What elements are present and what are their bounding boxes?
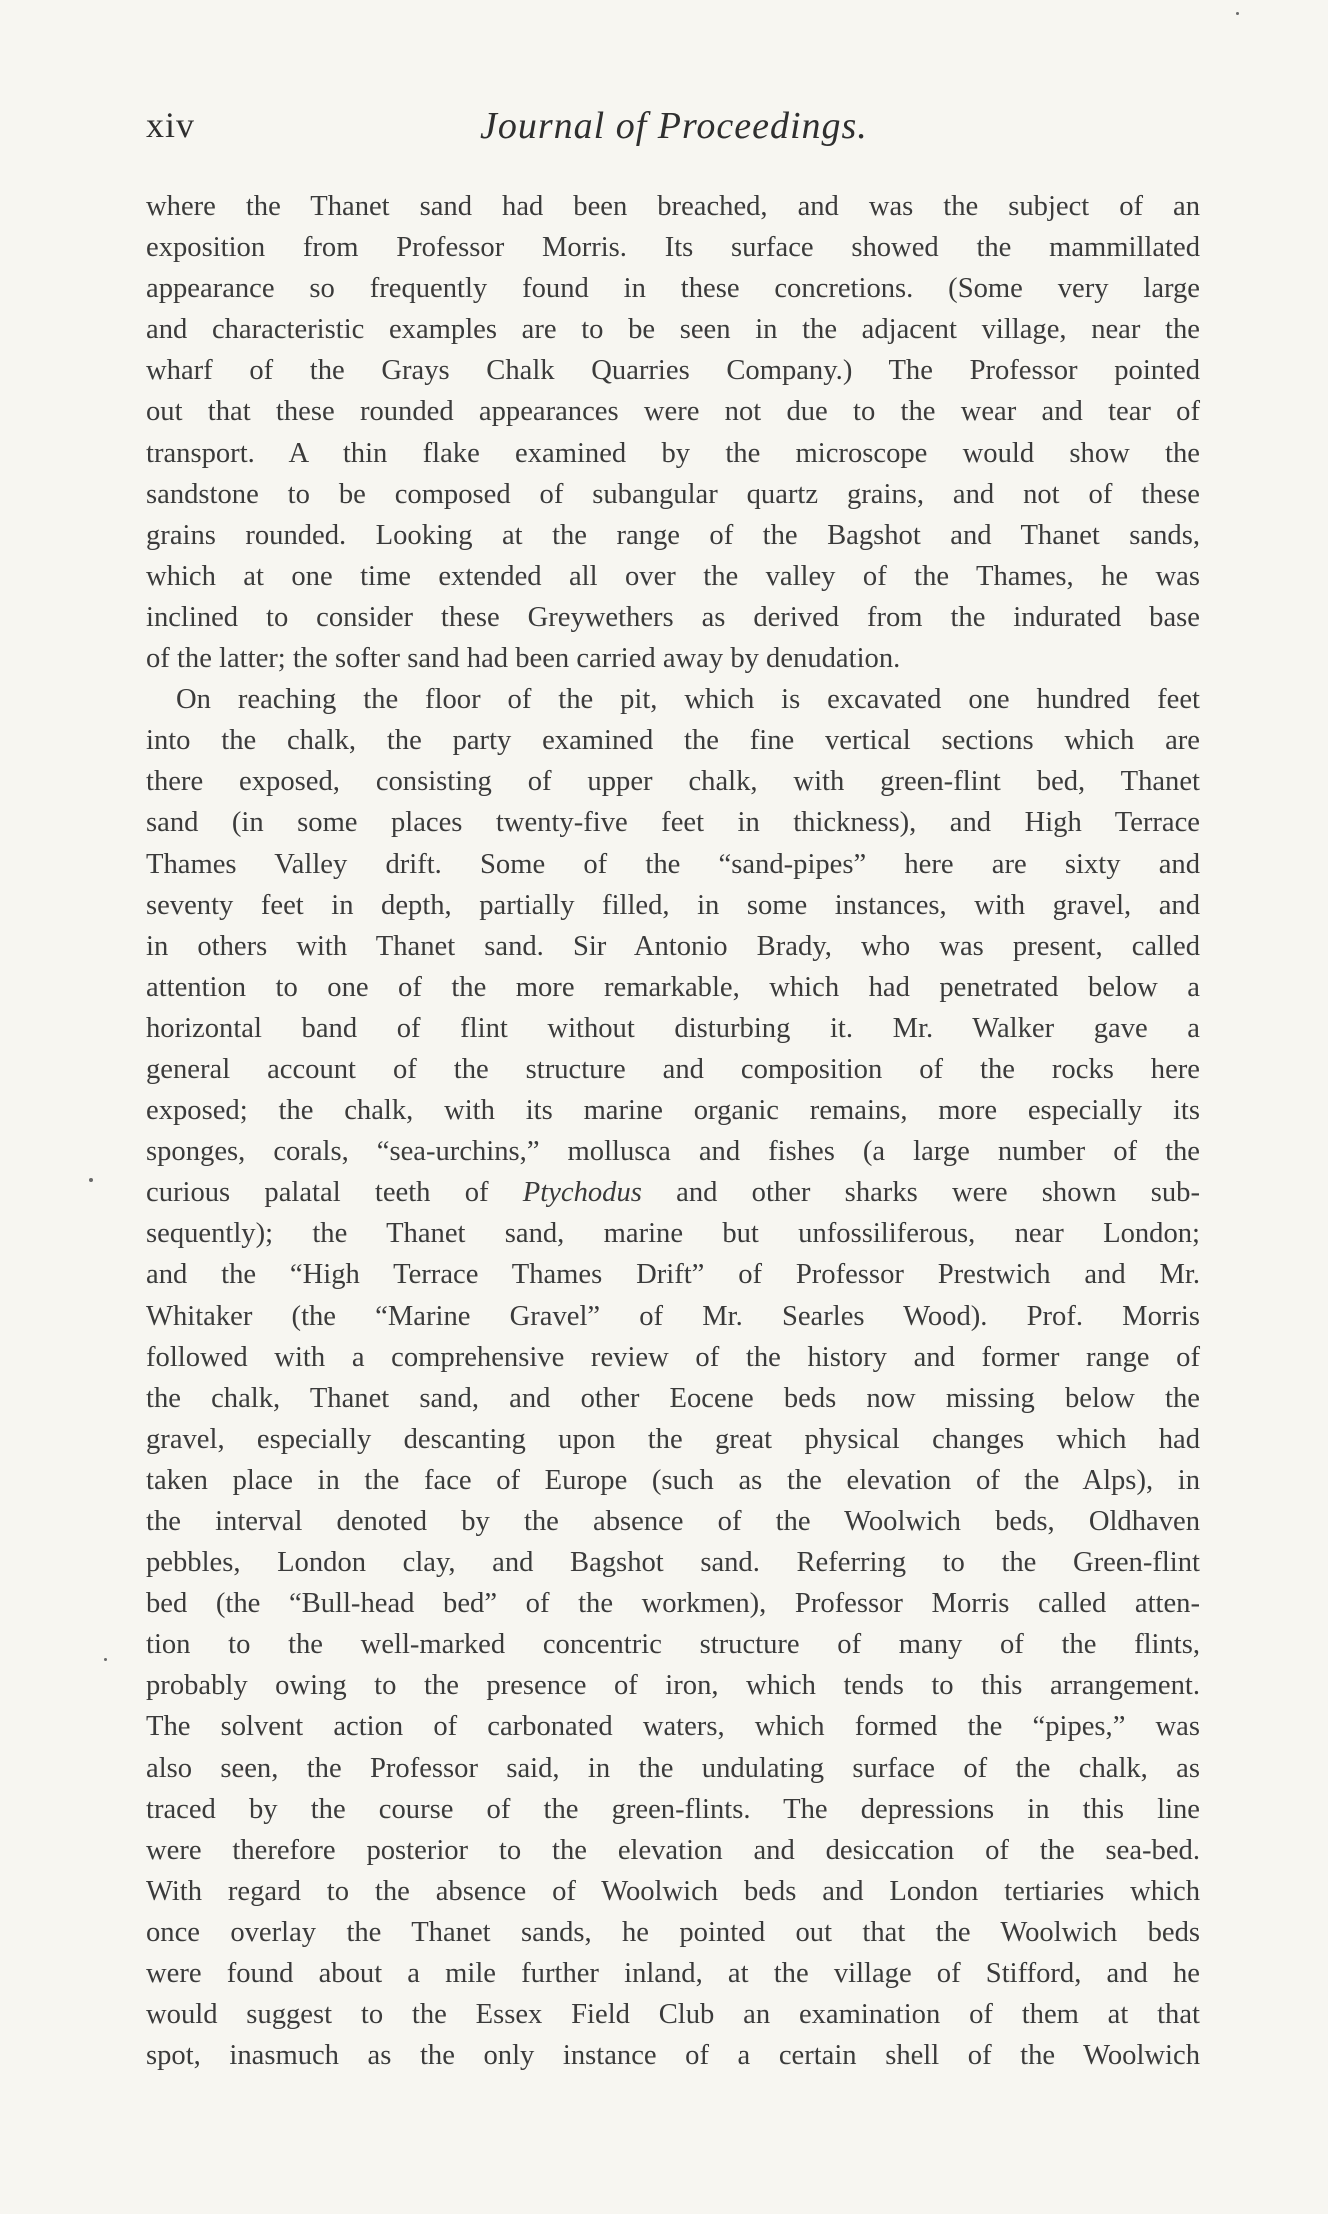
- text-segment: there exposed, consisting of upper chalk, with green-flint bed, Thanet: [146, 766, 1200, 798]
- text-segment: once overlay the Thanet sands, he pointed out that the Woolwich beds: [146, 1916, 1200, 1948]
- text-segment: were found about a mile further inland, at the village of Stifford, and he: [146, 1958, 1200, 1990]
- text-line: [146, 679, 1200, 720]
- text-segment: sequently); the Thanet sand, marine but unfossiliferous, near London;: [146, 1218, 1200, 1250]
- text-segment: sandstone to be composed of subangular quartz grains, and not of these: [146, 478, 1200, 510]
- text-line: [146, 391, 1200, 432]
- text-segment: On reaching the floor of the pit, which is excavated one hundred feet: [176, 684, 1200, 716]
- text-segment: gravel, especially descanting upon the great physical changes which had: [146, 1423, 1200, 1455]
- text-segment: in others with Thanet sand. Sir Antonio Brady, who was present, called: [146, 930, 1200, 962]
- text-line: [146, 1748, 1200, 1789]
- paragraph: [146, 186, 1200, 679]
- text-segment: the interval denoted by the absence of the Woolwich beds, Oldhaven: [146, 1506, 1200, 1537]
- text-segment: horizontal band of flint without disturbing it. Mr. Walker gave a: [146, 1012, 1200, 1044]
- text-line: [146, 2035, 1200, 2076]
- text-line: [146, 1090, 1200, 1131]
- text-line: [146, 1337, 1200, 1378]
- text-segment: and other sharks were shown sub-: [641, 1177, 1200, 1209]
- text-line: [146, 433, 1200, 474]
- text-segment: were therefore posterior to the elevation and desiccation of the sea-bed.: [146, 1834, 1200, 1866]
- text-segment: sponges, corals, “sea-urchins,” mollusca and fishes (a large number of the: [146, 1136, 1200, 1168]
- text-line: [146, 1501, 1200, 1542]
- text-segment: appearance so frequently found in these concretions. (Some very large: [146, 273, 1200, 305]
- text-line: [146, 1953, 1200, 1994]
- text-line: [146, 1213, 1200, 1254]
- text-line: [146, 309, 1200, 350]
- text-line: [146, 802, 1200, 843]
- text-line: [146, 186, 1200, 227]
- text-segment: The solvent action of carbonated waters, which formed the “pipes,” was: [146, 1711, 1200, 1743]
- text-segment: and the “High Terrace Thames Drift” of Professor Prestwich and Mr.: [146, 1259, 1200, 1291]
- text-line: [146, 1419, 1200, 1460]
- text-line: [146, 720, 1200, 761]
- text-line: [146, 1789, 1200, 1830]
- text-line: [146, 844, 1200, 885]
- text-segment: tion to the well-marked concentric structure of many of the flints,: [146, 1629, 1200, 1661]
- text-line: [146, 1665, 1200, 1706]
- text-segment: also seen, the Professor said, in the undulating surface of the chalk, as: [146, 1752, 1200, 1784]
- page-number: xiv: [146, 105, 196, 145]
- text-segment: into the chalk, the party examined the fine vertical sections which are: [146, 725, 1200, 757]
- text-line: [146, 350, 1200, 391]
- running-title: Journal of Proceedings.: [480, 105, 868, 147]
- text-line: [146, 1912, 1200, 1953]
- text-segment: out that these rounded appearances were not due to the wear and tear of: [146, 396, 1200, 428]
- text-line: [146, 515, 1200, 556]
- text-line: [146, 885, 1200, 926]
- text-line: [146, 1049, 1200, 1090]
- print-speck: [89, 1178, 93, 1182]
- print-speck: [1236, 12, 1239, 15]
- paragraph: [146, 679, 1200, 2076]
- text-line: [146, 474, 1200, 515]
- text-segment: Ptychodus: [522, 1177, 642, 1209]
- text-segment: grains rounded. Looking at the range of the Bagshot and Thanet sands,: [146, 519, 1200, 551]
- text-segment: followed with a comprehensive review of the history and former range of: [146, 1341, 1200, 1373]
- body-text: [146, 186, 1200, 2076]
- text-segment: attention to one of the more remarkable, which had penetrated below a: [146, 971, 1200, 1003]
- text-segment: exposed; the chalk, with its marine organic remains, more especially its: [146, 1095, 1200, 1127]
- text-line: [146, 1296, 1200, 1337]
- text-line: [146, 1008, 1200, 1049]
- text-line: [146, 761, 1200, 802]
- text-line: [146, 1994, 1200, 2035]
- text-segment: sand (in some places twenty-five feet in thickness), and High Terrace: [146, 807, 1200, 839]
- text-segment: exposition from Professor Morris. Its surface showed the mammillated: [146, 232, 1200, 264]
- text-line: [146, 967, 1200, 1008]
- text-segment: which at one time extended all over the valley of the Thames, he was: [146, 560, 1200, 592]
- text-line: [146, 1378, 1200, 1419]
- text-segment: transport. A thin flake examined by the microscope would show the: [146, 437, 1200, 469]
- text-segment: traced by the course of the green-flints. The depressions in this line: [146, 1793, 1200, 1825]
- text-line: [146, 268, 1200, 309]
- text-segment: bed (the “Bull-head bed” of the workmen), Professor Morris called atten-: [146, 1588, 1200, 1620]
- text-segment: curious palatal teeth of: [146, 1177, 523, 1209]
- text-line: [146, 1706, 1200, 1747]
- text-segment: With regard to the absence of Woolwich beds and London tertiaries which: [146, 1875, 1200, 1907]
- text-line: [146, 926, 1200, 967]
- text-line: [146, 556, 1200, 597]
- text-line: [146, 1871, 1200, 1912]
- text-line: [146, 597, 1200, 638]
- running-head: [146, 104, 1200, 164]
- text-line: [146, 1172, 1200, 1213]
- text-segment: seventy feet in depth, partially filled, in some instances, with gravel, and: [146, 889, 1200, 921]
- text-segment: probably owing to the presence of iron, which tends to this arrangement.: [146, 1670, 1200, 1702]
- text-segment: where the Thanet sand had been breached, and was the subject of an: [146, 191, 1200, 222]
- text-line: [146, 638, 1200, 679]
- text-line: [146, 227, 1200, 268]
- text-segment: of the latter; the softer sand had been carried away by denudation.: [146, 643, 901, 675]
- text-segment: inclined to consider these Greywethers as derived from the indurated base: [146, 601, 1200, 633]
- text-line: [146, 1830, 1200, 1871]
- text-segment: the chalk, Thanet sand, and other Eocene beds now missing below the: [146, 1382, 1200, 1414]
- text-line: [146, 1460, 1200, 1501]
- print-speck: [104, 1658, 107, 1661]
- text-line: [146, 1583, 1200, 1624]
- text-segment: taken place in the face of Europe (such as the elevation of the Alps), in: [146, 1464, 1200, 1496]
- text-segment: Whitaker (the “Marine Gravel” of Mr. Searles Wood). Prof. Morris: [146, 1300, 1200, 1332]
- text-line: [146, 1624, 1200, 1665]
- text-segment: wharf of the Grays Chalk Quarries Company.) The Professor pointed: [146, 355, 1200, 387]
- text-segment: would suggest to the Essex Field Club an examination of them at that: [146, 1999, 1200, 2031]
- text-line: [146, 1542, 1200, 1583]
- text-segment: general account of the structure and composition of the rocks here: [146, 1053, 1200, 1085]
- text-segment: spot, inasmuch as the only instance of a certain shell of the Woolwich: [146, 2040, 1200, 2072]
- text-line: [146, 1131, 1200, 1172]
- text-segment: and characteristic examples are to be seen in the adjacent village, near the: [146, 314, 1200, 346]
- text-segment: Thames Valley drift. Some of the “sand-pipes” here are sixty and: [146, 848, 1200, 880]
- text-segment: pebbles, London clay, and Bagshot sand. Referring to the Green-flint: [146, 1547, 1200, 1579]
- text-line: [146, 1254, 1200, 1295]
